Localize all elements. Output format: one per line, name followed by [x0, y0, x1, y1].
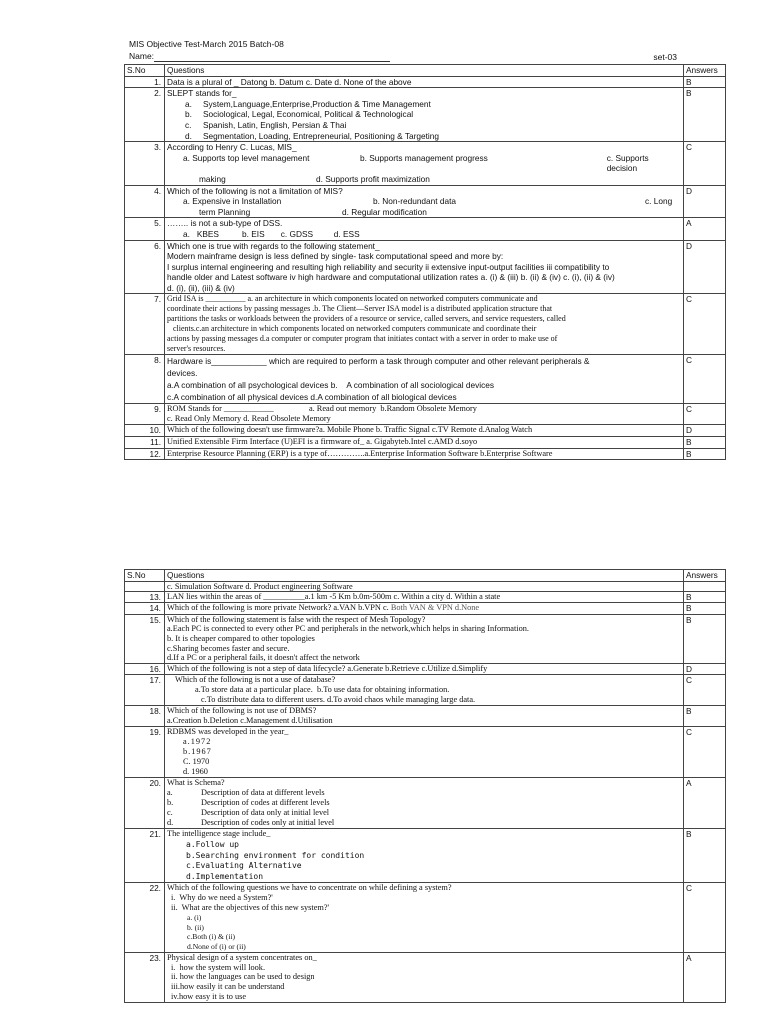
question-row-23	[125, 952, 726, 1002]
question-number: 15.	[125, 614, 165, 663]
question-row-20	[125, 778, 726, 829]
sno-header: S.No	[125, 570, 165, 582]
question-row-16	[125, 663, 726, 675]
sno-header: S.No	[125, 65, 165, 77]
option: b. Sociological, Legal, Economical, Political & Technological	[185, 109, 414, 120]
question-row-18	[125, 706, 726, 727]
question-number: 7.	[125, 294, 165, 355]
set-number: set-03	[653, 52, 677, 62]
question-row-2	[125, 88, 726, 142]
option: d. Segmentation, Loading, Entrepreneurial, Positioning & Targeting	[185, 130, 440, 141]
name-field	[129, 51, 390, 62]
question-number: 11.	[125, 437, 165, 449]
question-number: 16.	[125, 663, 165, 675]
question-text: What is Schema? a. Description of data at different levels b. Description of codes at different levels c. Description of data only at initial level d. Description of codes only at initial level	[165, 778, 684, 829]
answer: B	[684, 603, 726, 615]
question-number: 23.	[125, 952, 165, 1002]
answer: B	[684, 76, 726, 88]
question-stem: SLEPT stands for_	[167, 88, 237, 99]
answer: C	[684, 883, 726, 953]
question-number: 21.	[125, 829, 165, 883]
question-number: 5.	[125, 218, 165, 240]
question-text: ROM Stands for ____________ a. Read out memory b.Random Obsolete Memory c. Read Only Memory d. Read Obsolete Memory	[165, 404, 684, 425]
question-text	[165, 88, 684, 142]
answer: B	[684, 448, 726, 460]
question-text: Which of the following is not a use of database? a.To store data at a particular place. b.To use data for obtaining information. c.To distribute data to different users. d.To avoid chaos while managing large data.	[165, 675, 684, 706]
question-text: c. Simulation Software d. Product engineering Software	[165, 581, 684, 591]
question-text: Which of the following is more private Network? a.VAN b.VPN c. Both VAN & VPN d.None	[165, 603, 684, 615]
answer: A	[684, 778, 726, 829]
options-line: a. Supports top level management b. Supports management progress c. Supports decision	[183, 152, 649, 174]
answer: B	[684, 829, 726, 883]
question-row-4	[125, 185, 726, 218]
answer: C	[684, 727, 726, 778]
question-row-3	[125, 142, 726, 185]
question-stem: According to Henry C. Lucas, MIS_	[167, 142, 297, 153]
answer: B	[684, 88, 726, 142]
answer: A	[684, 952, 726, 1002]
question-row-11	[125, 437, 726, 449]
options-line: making d. Supports profit maximization	[199, 173, 430, 184]
question-text: Grid ISA is __________ a. an architecture in which components located on networked computers communicate and coordinate their actions by passing messages .b. The Client—Server ISA model is a distributed application structure that partitions the tasks or workloads between the providers of a resource or service, called servers, and service requesters, called clients.c.an architecture in which components located on networked computers communicate and coordinate their actions by passing messages d.a computer or computer program that initiates contact with a server in order to make use of server's resources.	[165, 294, 684, 355]
question-number: 14.	[125, 603, 165, 615]
question-number: 12.	[125, 448, 165, 460]
question-stem: Which of the following is not a limitation of MIS?	[167, 185, 343, 196]
table-header-row	[125, 65, 726, 77]
question-row-13	[125, 591, 726, 603]
question-text: Data is a plural of _ Datong b. Datum c. Date d. None of the above	[165, 76, 684, 88]
question-number: 20.	[125, 778, 165, 829]
options-line: a. Expensive in Installation b. Non-redundant data c. Long	[183, 196, 673, 207]
question-text: Which one is true with regards to the following statement_ Modern mainframe design is less defined by single- task computational speed and more by: I surplus internal engineering and resulting high reliability and security ii extensive input-output facilities iii compatibility to handle older and Latest software iv high hardware and computational utilization rates a. (i) & (iii) b. (ii) & (iv) c. (i), (ii) & (iv) d. (i), (ii), (iii) & (iv)	[165, 240, 684, 294]
question-number: 22.	[125, 883, 165, 953]
question-number: 13.	[125, 591, 165, 603]
questions-header: Questions	[165, 65, 684, 77]
question-text: Which of the following is not use of DBMS? a.Creation b.Deletion c.Management d.Utilisation	[165, 706, 684, 727]
question-table-2	[124, 569, 726, 1003]
question-text: The intelligence stage include_ a.Follow up b.Searching environment for condition c.Evaluating Alternative d.Implementation	[165, 829, 684, 883]
question-row-21	[125, 829, 726, 883]
answer: D	[684, 185, 726, 218]
question-text: RDBMS was developed in the year_ a.1972 b.1967 C. 1970 d. 1960	[165, 727, 684, 778]
test-title: MIS Objective Test-March 2015 Batch-08	[129, 39, 284, 49]
question-number: 9.	[125, 404, 165, 425]
options-line: a. KBES b. EIS c. GDSS d. ESS	[183, 228, 360, 239]
answer: B	[684, 706, 726, 727]
question-row-14	[125, 603, 726, 615]
answer: D	[684, 240, 726, 294]
question-text	[165, 142, 684, 185]
answer: C	[684, 404, 726, 425]
question-row-15	[125, 614, 726, 663]
questions-header: Questions	[165, 570, 684, 582]
option: c. Spanish, Latin, English, Persian & Thai	[185, 119, 347, 130]
question-number: 2.	[125, 88, 165, 142]
question-number: 10.	[125, 425, 165, 437]
question-number: 18.	[125, 706, 165, 727]
answer: C	[684, 294, 726, 355]
continuation-row	[125, 581, 726, 591]
question-text: Which of the following statement is false with the respect of Mesh Topology? a.Each PC is connected to every other PC and peripherals in the network,which helps in sharing Information. b. It is cheaper compared to other topologies c.Sharing becomes faster and secure. d.If a PC or a peripheral fails, it doesn't affect the network	[165, 614, 684, 663]
question-text: Hardware is____________ which are required to perform a task through computer and other relevant peripherals & devices. a.A combination of all psychological devices b. A combination of all sociological devices c.A combination of all physical devices d.A combination of all biological devices	[165, 355, 684, 404]
question-row-17	[125, 675, 726, 706]
question-row-6	[125, 240, 726, 294]
question-number: 19.	[125, 727, 165, 778]
question-number: 6.	[125, 240, 165, 294]
question-text: Physical design of a system concentrates on_ i. how the system will look. ii. how the languages can be used to design iii.how easily it can be understand iv.how easy it is to use	[165, 952, 684, 1002]
question-row-10	[125, 425, 726, 437]
question-stem: …….. is not a sub-type of DSS.	[167, 218, 283, 229]
answer: B	[684, 614, 726, 663]
question-text	[165, 218, 684, 240]
question-table-1	[124, 64, 726, 460]
question-number: 3.	[125, 142, 165, 185]
question-text: Which of the following questions we have to concentrate on while defining a system? i. Why do we need a System?' ii. What are the objectives of this new system?' a. (i) b. (ii) c.Both (i) & (ii) d.None of (i) or (ii)	[165, 883, 684, 953]
question-text: Enterprise Resource Planning (ERP) is a type of…………..a.Enterprise Information Software b.Enterprise Software	[165, 448, 684, 460]
question-number: 8.	[125, 355, 165, 404]
option: a. System,Language,Enterprise,Production & Time Management	[185, 98, 431, 109]
options-line: term Planning d. Regular modification	[199, 206, 427, 217]
question-row-5	[125, 218, 726, 240]
answer: C	[684, 675, 726, 706]
question-text	[165, 185, 684, 218]
question-number: 1.	[125, 76, 165, 88]
answer: A	[684, 218, 726, 240]
answers-header: Answers	[684, 65, 726, 77]
question-text: LAN lies within the areas of __________a.1 km -5 Km b.0m-500m c. Within a city d. Within a state	[165, 591, 684, 603]
question-row-12	[125, 448, 726, 460]
question-number: 4.	[125, 185, 165, 218]
question-text: Which of the following is not a step of data lifecycle? a.Generate b.Retrieve c.Utilize d.Simplify	[165, 663, 684, 675]
answer: B	[684, 591, 726, 603]
answer: B	[684, 437, 726, 449]
name-label: Name:	[129, 51, 155, 61]
question-row-22	[125, 883, 726, 953]
answer: D	[684, 663, 726, 675]
name-line	[154, 52, 390, 62]
answer: D	[684, 425, 726, 437]
answer: C	[684, 355, 726, 404]
question-row-8	[125, 355, 726, 404]
question-text: Unified Extensible Firm Interface (U)EFI is a firmware of_ a. Gigabyteb.Intel c.AMD d.soyo	[165, 437, 684, 449]
answers-header: Answers	[684, 570, 726, 582]
question-row-1	[125, 76, 726, 88]
table-header-row	[125, 570, 726, 582]
question-row-7	[125, 294, 726, 355]
question-number: 17.	[125, 675, 165, 706]
answer: C	[684, 142, 726, 185]
question-row-19	[125, 727, 726, 778]
question-text: Which of the following doesn't use firmware?a. Mobile Phone b. Traffic Signal c.TV Remote d.Analog Watch	[165, 425, 684, 437]
question-row-9	[125, 404, 726, 425]
